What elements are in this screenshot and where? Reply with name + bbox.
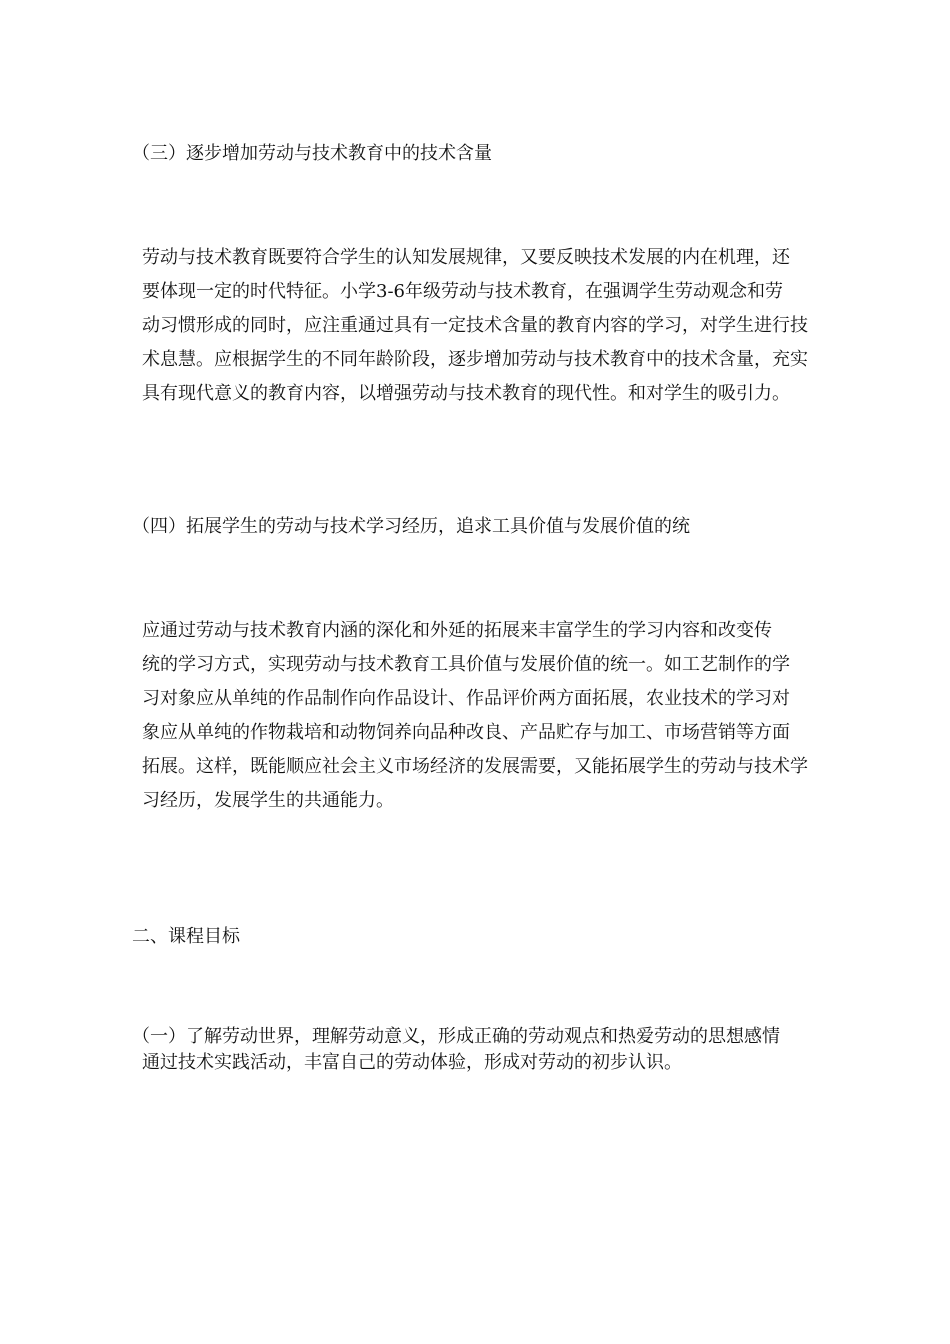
section-3-paragraph <box>132 241 822 411</box>
paragraph-line: 劳动与技术教育既要符合学生的认知发展规律，又要反映技术发展的内在机理，还 <box>142 247 790 268</box>
paragraph-line: 拓展。这样，既能顺应社会主义市场经济的发展需要，又能拓展学生的劳动与技术学 <box>142 756 808 777</box>
paragraph-line: 统的学习方式，实现劳动与技术教育工具价值与发展价值的统一。如工艺制作的学 <box>142 654 790 675</box>
course-goals-heading: 二、课程目标 <box>132 926 240 947</box>
paragraph-line: 术息慧。应根据学生的不同年龄阶段，逐步增加劳动与技术教育中的技术含量，充实 <box>142 349 808 370</box>
section-3-heading: （三）逐步增加劳动与技术教育中的技术含量 <box>132 143 492 164</box>
goal-item-text: 通过技术实践活动，丰富自己的劳动体验，形成对劳动的初步认识。 <box>142 1052 682 1073</box>
goal-item-1 <box>132 1024 822 1076</box>
paragraph-line: 动习惯形成的同时，应注重通过具有一定技术含量的教育内容的学习，对学生进行技 <box>142 315 808 336</box>
paragraph-line: 习对象应从单纯的作品制作向作品设计、作品评价两方面拓展，农业技术的学习对 <box>142 688 790 709</box>
section-4-paragraph <box>132 614 822 818</box>
paragraph-line: 象应从单纯的作物栽培和动物饲养向品种改良、产品贮存与加工、市场营销等方面 <box>142 722 790 743</box>
paragraph-line: 具有现代意义的教育内容，以增强劳动与技术教育的现代性。和对学生的吸引力。 <box>142 383 790 404</box>
goal-item-title: （一）了解劳动世界，理解劳动意义，形成正确的劳动观点和热爱劳动的思想感情 <box>132 1026 780 1047</box>
paragraph-line: 应通过劳动与技术教育内涵的深化和外延的拓展来丰富学生的学习内容和改变传 <box>142 620 772 641</box>
paragraph-line: 要体现一定的时代特征。小学3-6年级劳动与技术教育，在强调学生劳动观念和劳 <box>142 281 783 302</box>
paragraph-line: 习经历，发展学生的共通能力。 <box>142 790 394 811</box>
section-4-heading: （四）拓展学生的劳动与技术学习经历，追求工具价值与发展价值的统 <box>132 516 690 537</box>
